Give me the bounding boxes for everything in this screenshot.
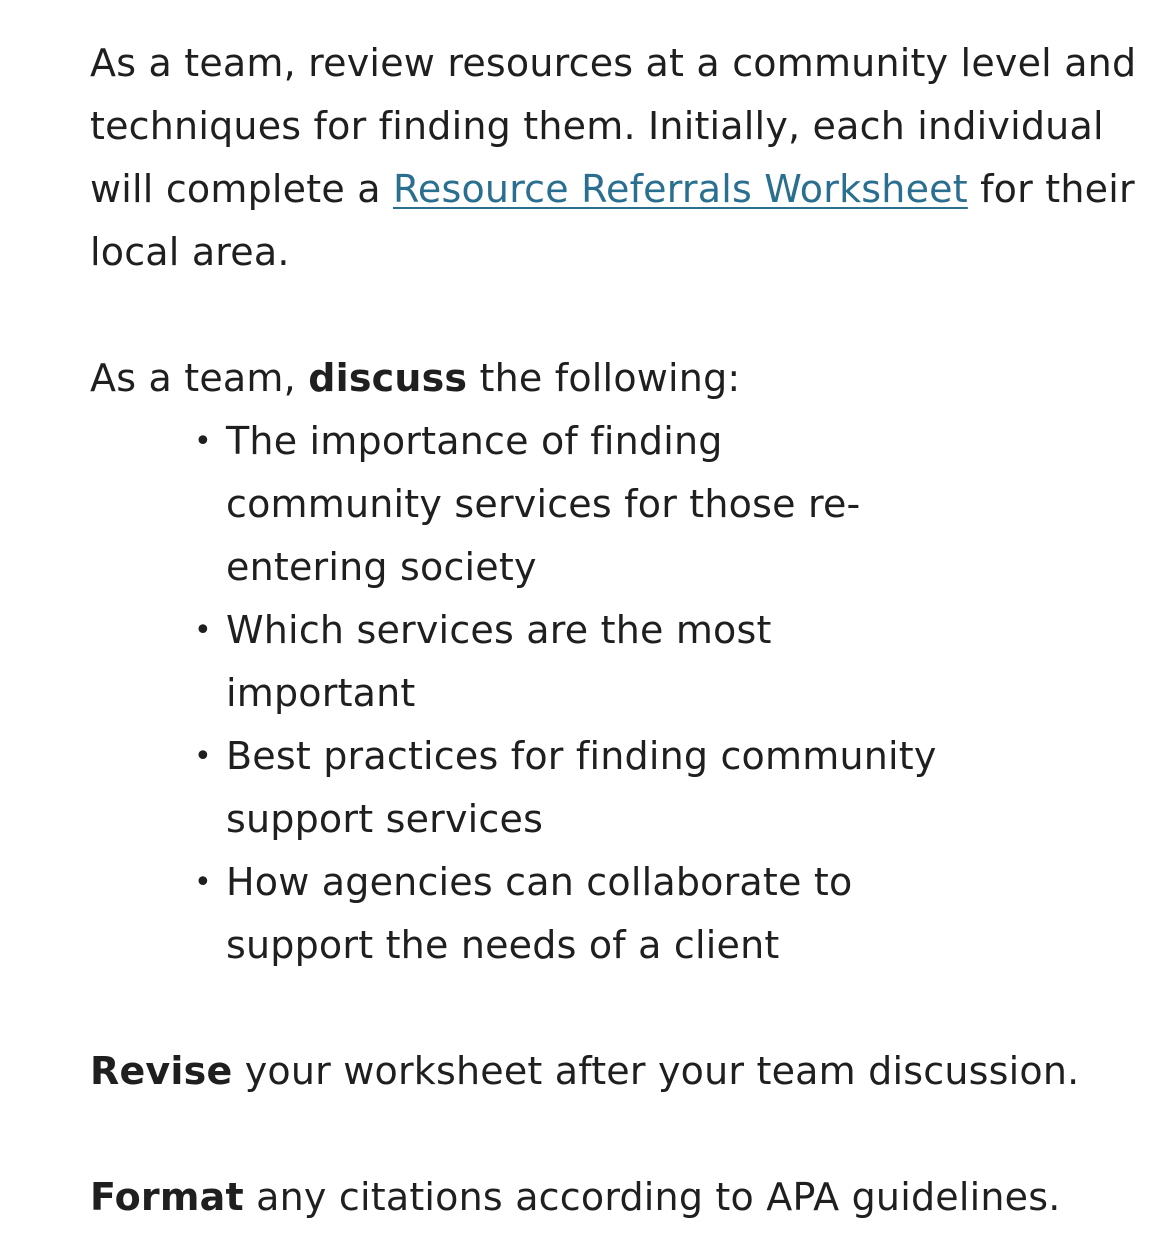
list-item [194,725,966,851]
format-text: any citations according to APA guidelines. [243,1175,1061,1219]
intro-text-before: As a team, review resources at a community level and techniques for finding them. Initially, each individual will complete a [90,41,1137,211]
list-item [194,851,866,977]
spacer [90,284,1150,347]
discuss-suffix: the following: [467,356,741,400]
revise-bold: Revise [90,1049,233,1093]
spacer [90,1103,1150,1166]
list-item [194,599,806,725]
bullet-text: Which services are the most important [226,608,772,715]
intro-paragraph [90,32,1150,284]
bullet-text: The importance of finding community services for those re-entering society [226,419,861,589]
assignment-instructions [90,32,1150,1229]
bullet-text: Best practices for finding community support services [226,734,937,841]
list-item [194,410,866,599]
revise-text: your worksheet after your team discussion. [232,1049,1080,1093]
spacer [90,977,1150,1040]
resource-referrals-worksheet-link[interactable]: Resource Referrals Worksheet [392,167,968,211]
format-bold: Format [90,1175,244,1219]
revise-paragraph [90,1040,1150,1103]
intro-text-after: for their local area. [90,167,1135,274]
discuss-bold: discuss [308,356,468,400]
bullet-text: How agencies can collaborate to support the needs of a client [226,860,853,967]
discussion-bullet-list [194,410,937,977]
discuss-prefix: As a team, [90,356,309,400]
format-paragraph [90,1166,1150,1229]
discuss-heading [90,347,1150,410]
